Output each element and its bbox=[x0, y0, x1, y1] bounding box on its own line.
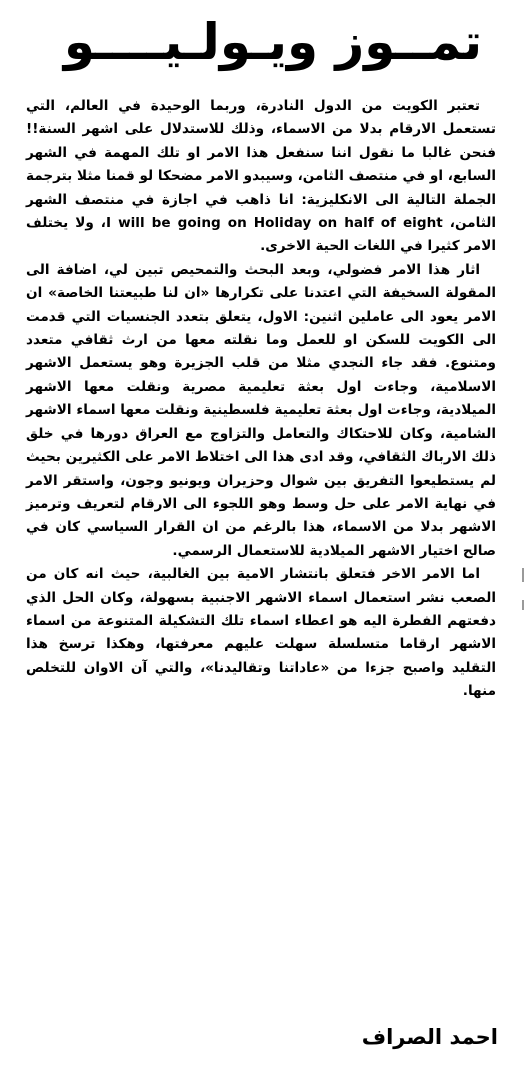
author-byline: احمد الصراف bbox=[361, 1025, 498, 1049]
article-headline: تمــوز ويـولـيــــو bbox=[63, 13, 483, 71]
article-paragraph-2: اثار هذا الامر فضولي، وبعد البحث والتمحيص تبين لي، اضافة الى المقولة السخيفة التي اعتدنا على تكرارها «ان لنا طبيعتنا الخاصة» ان الامر يعود الى عاملين اثنين: الاول، يتعلق بتعدد الجنسيات التي قدمت الى الكويت للسكن او للعمل وما نقلته معها من ارث ثقافي متعدد ومتنوع. فقد جاء النجدي مثلا من قلب الجزيرة وهو يستعمل الاشهر الاسلامية، وجاءت اول بعثة تعليمية مصرية ونقلت معها الاشهر الميلادية، وجاءت اول بعثة تعليمية فلسطينية ونقلت معها اسماء الاشهر الشامية، وكان للاحتكاك والتعامل والتزاوج مع العراق دورها في خلق ذلك الارباك الثقافي، وقد ادى هذا الى اختلاط الامر على الكثيرين بحيث لم يستطيعوا التفريق بين شوال وحزيران ويونيو وجون، واستقر الامر في نهاية الامر على حل وسط وهو اللجوء الى الارقام لتعريف وترميز الاشهر بدلا من الاسماء، هذا بالرغم من ان القرار السياسي كان في صالح اختيار الاشهر الميلادية للاستعمال الرسمي. bbox=[26, 261, 496, 559]
article-body bbox=[26, 95, 496, 704]
scan-edge-mark bbox=[522, 600, 524, 610]
article-paragraph-1: تعتبر الكويت من الدول النادرة، وربما الوحيدة في العالم، التي تستعمل الارقام بدلا من الاسماء، وذلك للاستدلال على اشهر السنة!! فنحن غالبا ما نقول اننا سنفعل هذا الامر او تلك المهمة في الشهر السابع، او في منتصف الثامن، وسيبدو الامر مضحكا لو قمنا مثلا بترجمة الجملة التالية الى الانكليزية: انا ذاهب في اجازة في منتصف الشهر الثامن، I will be going on Holiday on half of eight، ولا يختلف الامر كثيرا في اللغات الحية الاخرى. bbox=[26, 98, 497, 255]
scan-edge-mark bbox=[522, 568, 524, 582]
article-paragraph-3: اما الامر الاخر فتعلق بانتشار الامية بين الغالبية، حيث انه كان من الصعب نشر استعمال اسماء الاشهر الاجنبية بسهولة، وكان الحل الذي دفعتهم الفطرة اليه هو اعطاء اسماء تلك التشكيلة المتنوعة من اسماء الاشهر ارقاما متسلسلة سهلت عليهم معرفتها، وهكذا ترسخ هذا التقليد واصبح جزءا من «عاداتنا وتقاليدنا»، والتي آن الاوان للتخلص منها. bbox=[26, 566, 496, 700]
